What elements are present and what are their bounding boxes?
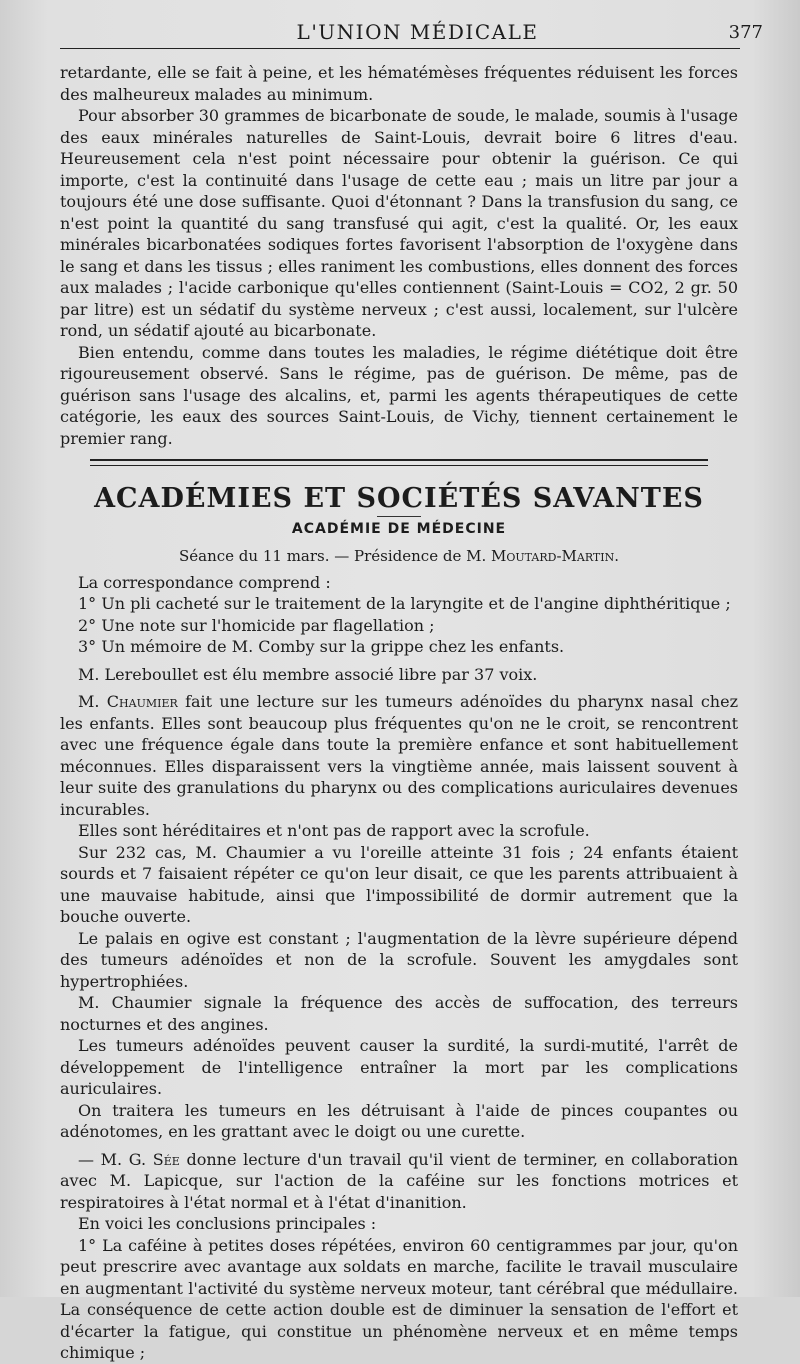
author-name: M. Chaumier xyxy=(78,692,178,711)
paragraph: Les tumeurs adénoïdes peuvent causer la surdité, la surdi-mutité, l'arrêt de développement de l'intelligence entraîner la mort par les complications auriculaires. xyxy=(60,1036,738,1098)
election-notice: M. Lereboullet est élu membre associé libre par 37 voix. xyxy=(78,664,538,684)
author-prefix: — M. G. xyxy=(78,1149,147,1169)
paragraph xyxy=(60,691,738,820)
paragraph-text: fait une lecture sur les tumeurs adénoïdes du pharynx nasal chez les enfants. Elles sont beaucoup plus fréquentes qu'on ne le croit, se rencontrent avec une fréquence égale dans toute la première enfance et sont habituellement méconnues. Elles disparaissent vers la vingtième année, mais laissent souvent à leur suite des granulations du pharynx ou des complications auriculaires devenues incurables. xyxy=(60,692,739,819)
paragraph: Pour absorber 30 grammes de bicarbonate de soude, le malade, soumis à l'usage des eaux minérales naturelles de Saint-Louis, devrait boire 6 litres d'eau. Heureusement cela n'est point nécessaire pour obtenir la guérison. Ce qui importe, c'est la continuité dans l'usage de cette eau ; mais un litre par jour a toujours été une dose suffisante. Quoi d'étonnant ? Dans la transfusion du sang, ce n'est point la quantité du sang transfusé qui agit, c'est la qualité. Or, les eaux minérales bicarbonatées sodiques fortes favorisent l'absorption de l'oxygène dans le sang et dans les tissus ; elles raniment les combustions, elles donnent des forces aux malades ; l'acide carbonique qu'elles contiennent (Saint-Louis = CO2, 2 gr. 50 par litre) est un sédatif du système nerveux ; c'est aussi, localement, sur l'ulcère rond, un sédatif ajouté au bicarbonate. xyxy=(60,106,738,340)
paragraph: Sur 232 cas, M. Chaumier a vu l'oreille atteinte 31 fois ; 24 enfants étaient sourds et 7 faisaient répéter ce qu'on leur disait, ce que les parents attribuaient à une mauvaise habitude, ainsi que l'impossibilité de dormir autrement que la bouche ouverte. xyxy=(60,842,738,926)
list-item: 1° Un pli cacheté sur le traitement de la laryngite et de l'angine diphthéritique ; xyxy=(78,594,731,613)
paragraph: Bien entendu, comme dans toutes les maladies, le régime diététique doit être rigoureusement observé. Sans le régime, pas de guérison. De même, pas de guérison sans l'usage des alcalins, et, parmi les agents thérapeutiques de cette catégorie, les eaux des sources Saint-Louis, de Vichy, tiennent certainement le premier rang. xyxy=(60,342,738,448)
subsection-title: ACADÉMIE DE MÉDECINE xyxy=(291,520,507,537)
paragraph: M. Chaumier signale la fréquence des accès de suffocation, des terreurs nocturnes et des angines. xyxy=(60,993,738,1034)
paragraph-text: donne lecture d'un travail qu'il vient de terminer, en collaboration avec M. Lapicque, sur l'action de la caféine sur les fonctions motrices et respiratoires à l'état normal et à l'état d'inanition. xyxy=(60,1149,738,1212)
session-prefix: Séance du 11 mars. — Présidence de M. xyxy=(179,547,487,565)
author-name: Sée xyxy=(152,1149,180,1169)
paragraph: Elles sont héréditaires et n'ont pas de rapport avec la scrofule. xyxy=(78,821,590,840)
running-title: L'UNION MÉDICALE xyxy=(296,20,539,44)
body-text xyxy=(60,62,738,1364)
correspondence-intro: La correspondance comprend : xyxy=(78,572,331,592)
running-head xyxy=(60,14,775,48)
paragraph xyxy=(60,1149,738,1214)
paragraph: 1° La caféine à petites doses répétées, environ 60 centigrammes par jour, qu'on peut prescrire avec avantage aux soldats en marche, facilite le travail musculaire en augmentant l'activité du système nerveux moteur, tant cérébral que médullaire. La conséquence de cette action double est de diminuer la sensation de l'effort et d'écarter la fatigue, qui constitue un phénomène nerveux et en même temps chimique ; xyxy=(60,1235,738,1362)
section-divider xyxy=(90,459,708,466)
section-title: ACADÉMIES ET SOCIÉTÉS SAVANTES xyxy=(94,483,704,514)
president-name: Moutard-Martin. xyxy=(491,547,619,565)
title-rule xyxy=(377,516,421,517)
list-item: 3° Un mémoire de M. Comby sur la grippe chez les enfants. xyxy=(78,637,565,656)
paragraph: On traitera les tumeurs en les détruisant à l'aide de pinces coupantes ou adénotomes, en les grattant avec le doigt ou une curette. xyxy=(60,1100,738,1141)
session-line xyxy=(60,546,738,568)
page-number: 377 xyxy=(728,22,763,43)
paragraph-continuation: retardante, elle se fait à peine, et les hématémèses fréquentes réduisent les forces des malheureux malades au minimum. xyxy=(60,63,738,104)
list-item: 2° Une note sur l'homicide par flagellation ; xyxy=(78,615,435,635)
paragraph: En voici les conclusions principales : xyxy=(78,1214,377,1233)
header-rule xyxy=(60,48,740,49)
paragraph: Le palais en ogive est constant ; l'augmentation de la lèvre supérieure dépend des tumeurs adénoïdes et non de la scrofule. Souvent les amygdales sont hypertrophiées. xyxy=(60,928,738,991)
